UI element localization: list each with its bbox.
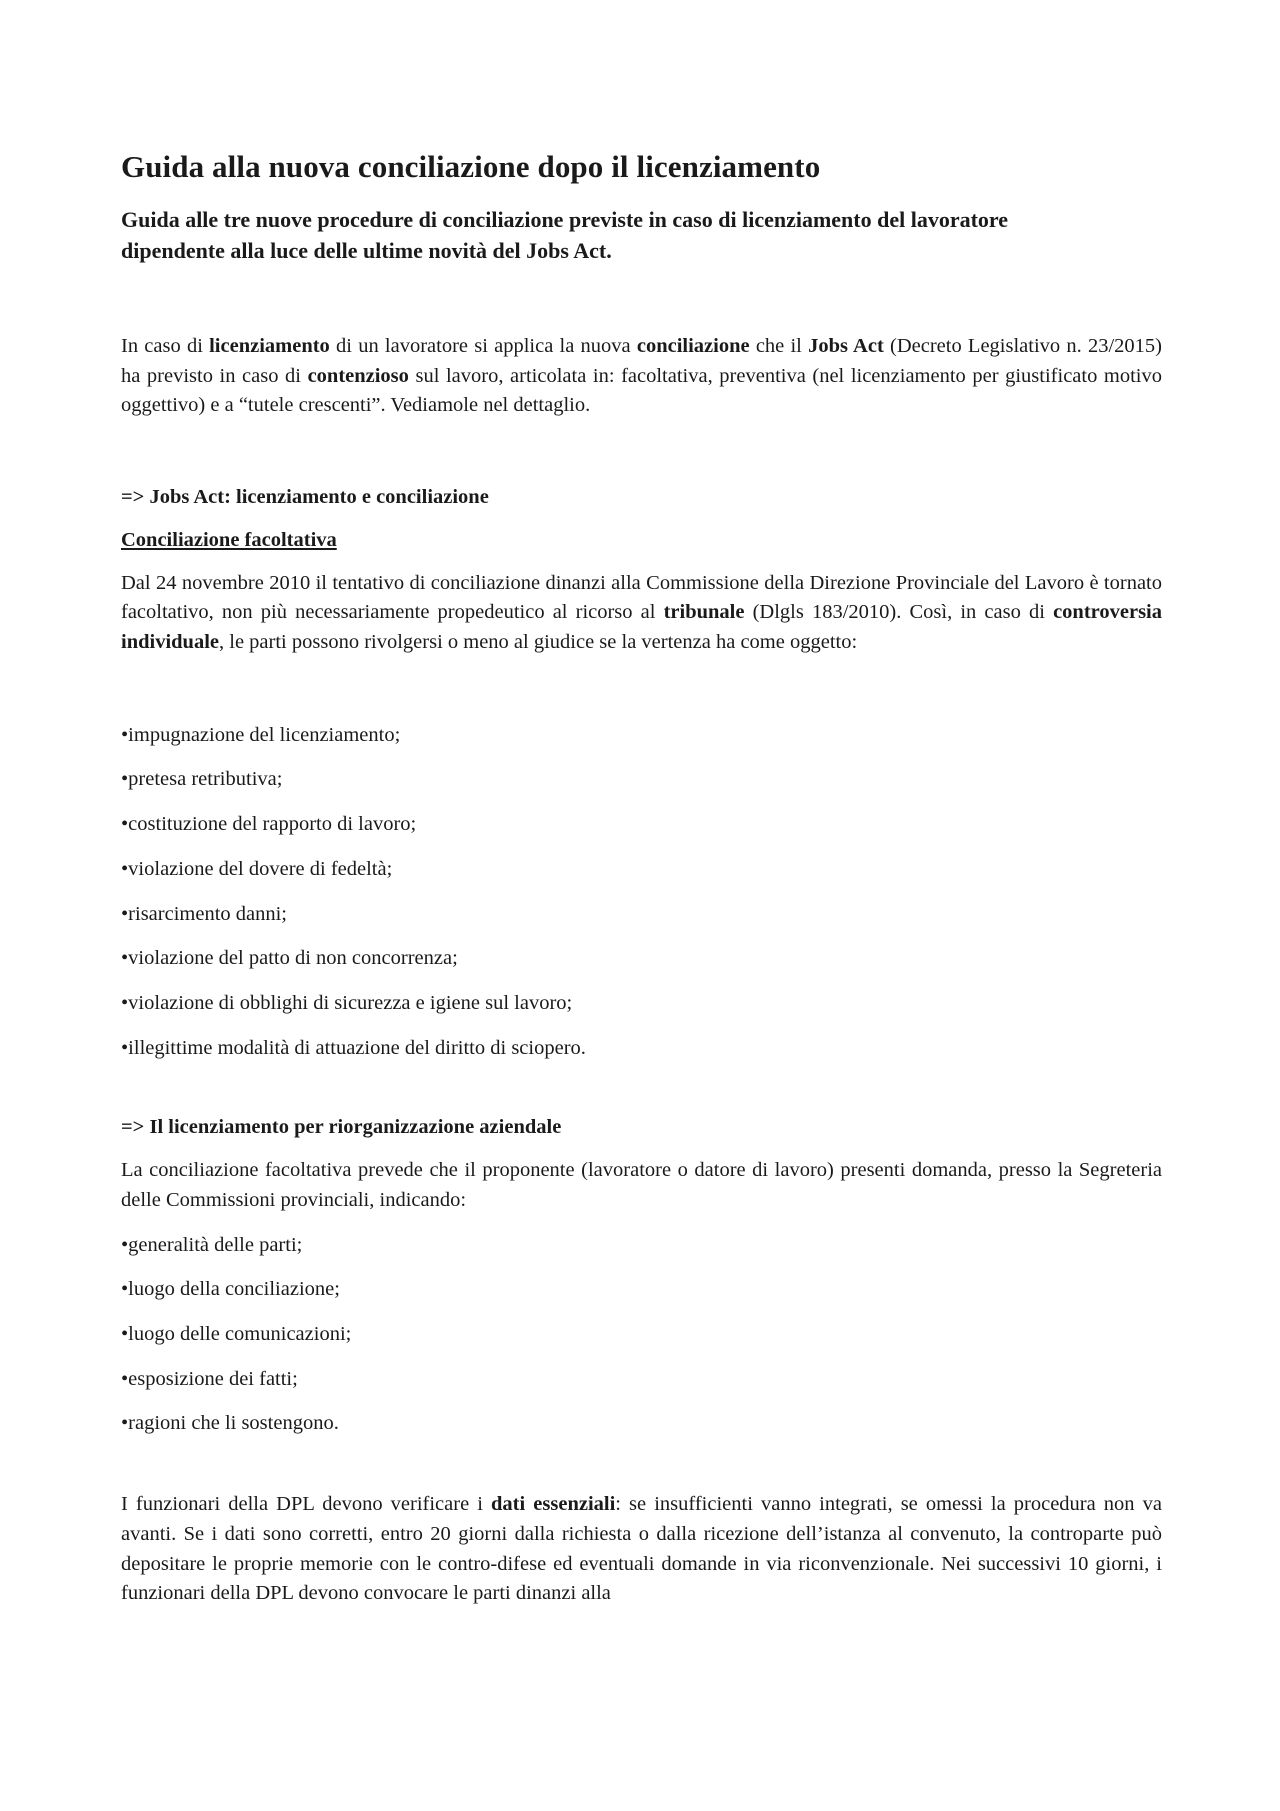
intro-text-2: di un lavoratore si applica la nuova <box>329 334 637 357</box>
para2-text-3: , le parti possono rivolgersi o meno al giudice se la vertenza ha come oggetto: <box>219 630 858 653</box>
list-item: •violazione di obblighi di sicurezza e igiene sul lavoro; <box>121 991 573 1014</box>
para4-bold-1: dati essenziali <box>491 1493 616 1516</box>
list-item: •luogo delle comunicazioni; <box>121 1323 352 1345</box>
para2-bold-2: controversia individuale <box>121 601 1162 653</box>
domanda-list <box>121 1231 1162 1440</box>
para2-bold-1: tribunale <box>663 601 745 624</box>
intro-bold-3: Jobs Act <box>808 334 884 357</box>
list-item: •violazione del dovere di fedeltà; <box>121 857 393 880</box>
list-item: •pretesa retributiva; <box>121 768 283 791</box>
list-item: •esposizione dei fatti; <box>121 1367 298 1390</box>
page-subtitle: Guida alle tre nuove procedure di conciliazione previste in caso di licenziamento del lavoratore dipendente alla luce delle ultime novità del Jobs Act. <box>121 207 1009 263</box>
intro-text-4: (Decreto Legislativo n. 23/2015) ha previsto in caso di <box>121 334 1162 387</box>
paragraph-funzionari-dpl <box>121 1490 1162 1609</box>
oggetto-list <box>121 721 1162 1064</box>
list-item: •luogo della conciliazione; <box>121 1278 340 1301</box>
list-item: •impugnazione del licenziamento; <box>121 723 401 746</box>
para4-text-2: : se insufficienti vanno integrati, se omessi la procedura non va avanti. Se i dati sono corretti, entro 20 giorni dalla richiesta o dalla ricezione dell’istanza al convenuto, la controparte può depositare le proprie memorie con le contro-difese ed eventuali domande in via riconvenzionale. Nei successivi 10 giorni, i funzionari della DPL devono convocare le parti dinanzi alla <box>121 1493 1162 1605</box>
list-item: •risarcimento danni; <box>121 902 288 925</box>
document-page <box>121 148 1162 1609</box>
para4-text-1: I funzionari della DPL devono verificare i <box>121 1493 492 1516</box>
intro-text-1: In caso di <box>121 334 210 357</box>
list-item: •generalità delle parti; <box>121 1233 303 1256</box>
list-item: •ragioni che li sostengono. <box>121 1412 339 1435</box>
paragraph-domanda: La conciliazione facoltativa prevede che il proponente (lavoratore o datore di lavoro) presenti domanda, presso la Segreteria delle Commissioni provinciali, indicando: <box>121 1159 1162 1211</box>
para2-text-1: Dal 24 novembre 2010 il tentativo di conciliazione dinanzi alla Commissione della Direzione Provinciale del Lavoro è tornato facoltativo, non più necessariamente propedeutico al ricorso al <box>121 571 1162 624</box>
para2-text-2: (Dlgls 183/2010). Così, in caso di <box>744 601 1054 624</box>
page-title: Guida alla nuova conciliazione dopo il licenziamento <box>121 149 821 184</box>
intro-paragraph <box>121 332 1162 421</box>
section-heading-conciliazione-facoltativa: Conciliazione facoltativa <box>121 528 337 551</box>
paragraph-conciliazione-facoltativa <box>121 569 1162 658</box>
intro-bold-2: conciliazione <box>636 334 750 357</box>
related-link-jobs-act[interactable]: => Jobs Act: licenziamento e conciliazione <box>121 486 489 509</box>
list-item: •violazione del patto di non concorrenza; <box>121 947 458 970</box>
related-link-riorganizzazione[interactable]: => Il licenziamento per riorganizzazione aziendale <box>121 1116 562 1139</box>
intro-text-3: che il <box>749 334 809 357</box>
list-item: •illegittime modalità di attuazione del diritto di sciopero. <box>121 1036 586 1059</box>
intro-text-5: sul lavoro, articolata in: facoltativa, preventiva (nel licenziamento per giustificato motivo oggettivo) e a “tutele crescenti”. Vediamole nel dettaglio. <box>121 364 1162 417</box>
intro-bold-4: contenzioso <box>307 364 409 387</box>
intro-bold-1: licenziamento <box>209 334 330 357</box>
list-item: •costituzione del rapporto di lavoro; <box>121 813 417 836</box>
